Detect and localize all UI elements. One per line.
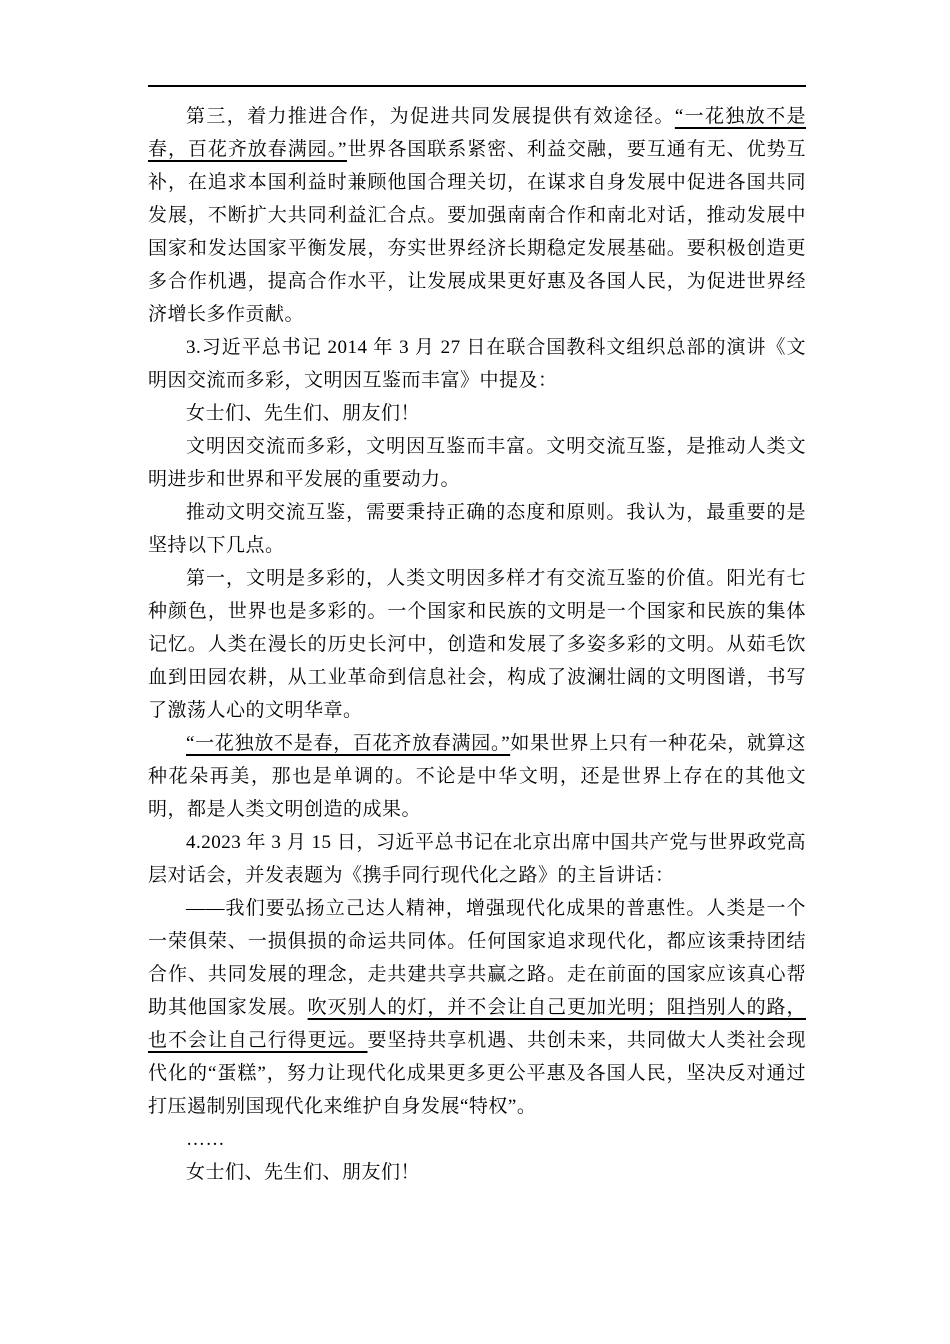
text-run: 世界各国联系紧密、利益交融，要互通有无、优势互补，在追求本国利益时兼顾他国合理关切，在谋求自身发展中促进各国共同发展，不断扩大共同利益汇合点。要加强南南合作和南北对话，推动发展中国家和发达国家平衡发展，夯实世界经济长期稳定发展基础。要积极创造更多合作机遇，提高合作水平，让发展成果更好惠及各国人民，为促进世界经济增长多作贡献。: [148, 139, 806, 325]
text-run: ——我们要弘扬立己达人精神，增强现代化成果的普惠性。人类是一个一荣俱荣、一损俱损的命运共同体。任何国家追求现代化，都应该秉持团结合作、共同发展的理念，走共建共享共赢之路。走在前面的国家应该真心帮助其他国家发展。: [148, 898, 806, 1018]
paragraph: [148, 1123, 806, 1156]
underlined-text-run: 吹灭别人的灯，并不会让自己更加光明；阻挡别人的路，也不会让自己行得更远。: [148, 997, 806, 1051]
text-run: ……: [186, 1129, 225, 1150]
text-run: 4.2023 年 3 月 15 日，习近平总书记在北京出席中国共产党与世界政党高层对话会，并发表题为《携手同行现代化之路》的主旨讲话：: [148, 832, 806, 886]
document-content: [148, 100, 806, 1189]
text-run: 推动文明交流互鉴，需要秉持正确的态度和原则。我认为，最重要的是坚持以下几点。: [148, 502, 806, 556]
text-run: 文明因交流而多彩，文明因互鉴而丰富。文明交流互鉴，是推动人类文明进步和世界和平发展的重要动力。: [148, 436, 806, 490]
underlined-text-run: “一花独放不是春，百花齐放春满园。”: [148, 106, 806, 160]
paragraph: [148, 331, 806, 397]
paragraph: [148, 397, 806, 430]
paragraph: [148, 562, 806, 727]
paragraph: [148, 892, 806, 1123]
text-run: 女士们、先生们、朋友们！: [186, 403, 421, 424]
paragraph: [148, 826, 806, 892]
text-run: 女士们、先生们、朋友们！: [186, 1162, 421, 1183]
paragraph: [148, 430, 806, 496]
paragraph: [148, 727, 806, 826]
text-run: 3.习近平总书记 2014 年 3 月 27 日在联合国教科文组织总部的演讲《文明因交流而多彩，文明因互鉴而丰富》中提及：: [148, 337, 806, 391]
paragraph: [148, 496, 806, 562]
text-run: 第三，着力推进合作，为促进共同发展提供有效途径。: [186, 106, 675, 127]
header-rule: [148, 85, 806, 87]
paragraph: [148, 1156, 806, 1189]
text-run: 要坚持共享机遇、共创未来，共同做大人类社会现代化的“蛋糕”，努力让现代化成果更多更公平惠及各国人民，坚决反对通过打压遏制别国现代化来维护自身发展“特权”。: [148, 1030, 806, 1117]
text-run: 如果世界上只有一种花朵，就算这种花朵再美，那也是单调的。不论是中华文明，还是世界上存在的其他文明，都是人类文明创造的成果。: [148, 733, 806, 820]
paragraph: [148, 100, 806, 331]
underlined-text-run: “一花独放不是春，百花齐放春满园。”: [186, 733, 511, 754]
text-run: 第一，文明是多彩的，人类文明因多样才有交流互鉴的价值。阳光有七种颜色，世界也是多彩的。一个国家和民族的文明是一个国家和民族的集体记忆。人类在漫长的历史长河中，创造和发展了多姿多彩的文明。从茹毛饮血到田园农耕，从工业革命到信息社会，构成了波澜壮阔的文明图谱，书写了激荡人心的文明华章。: [148, 568, 806, 721]
